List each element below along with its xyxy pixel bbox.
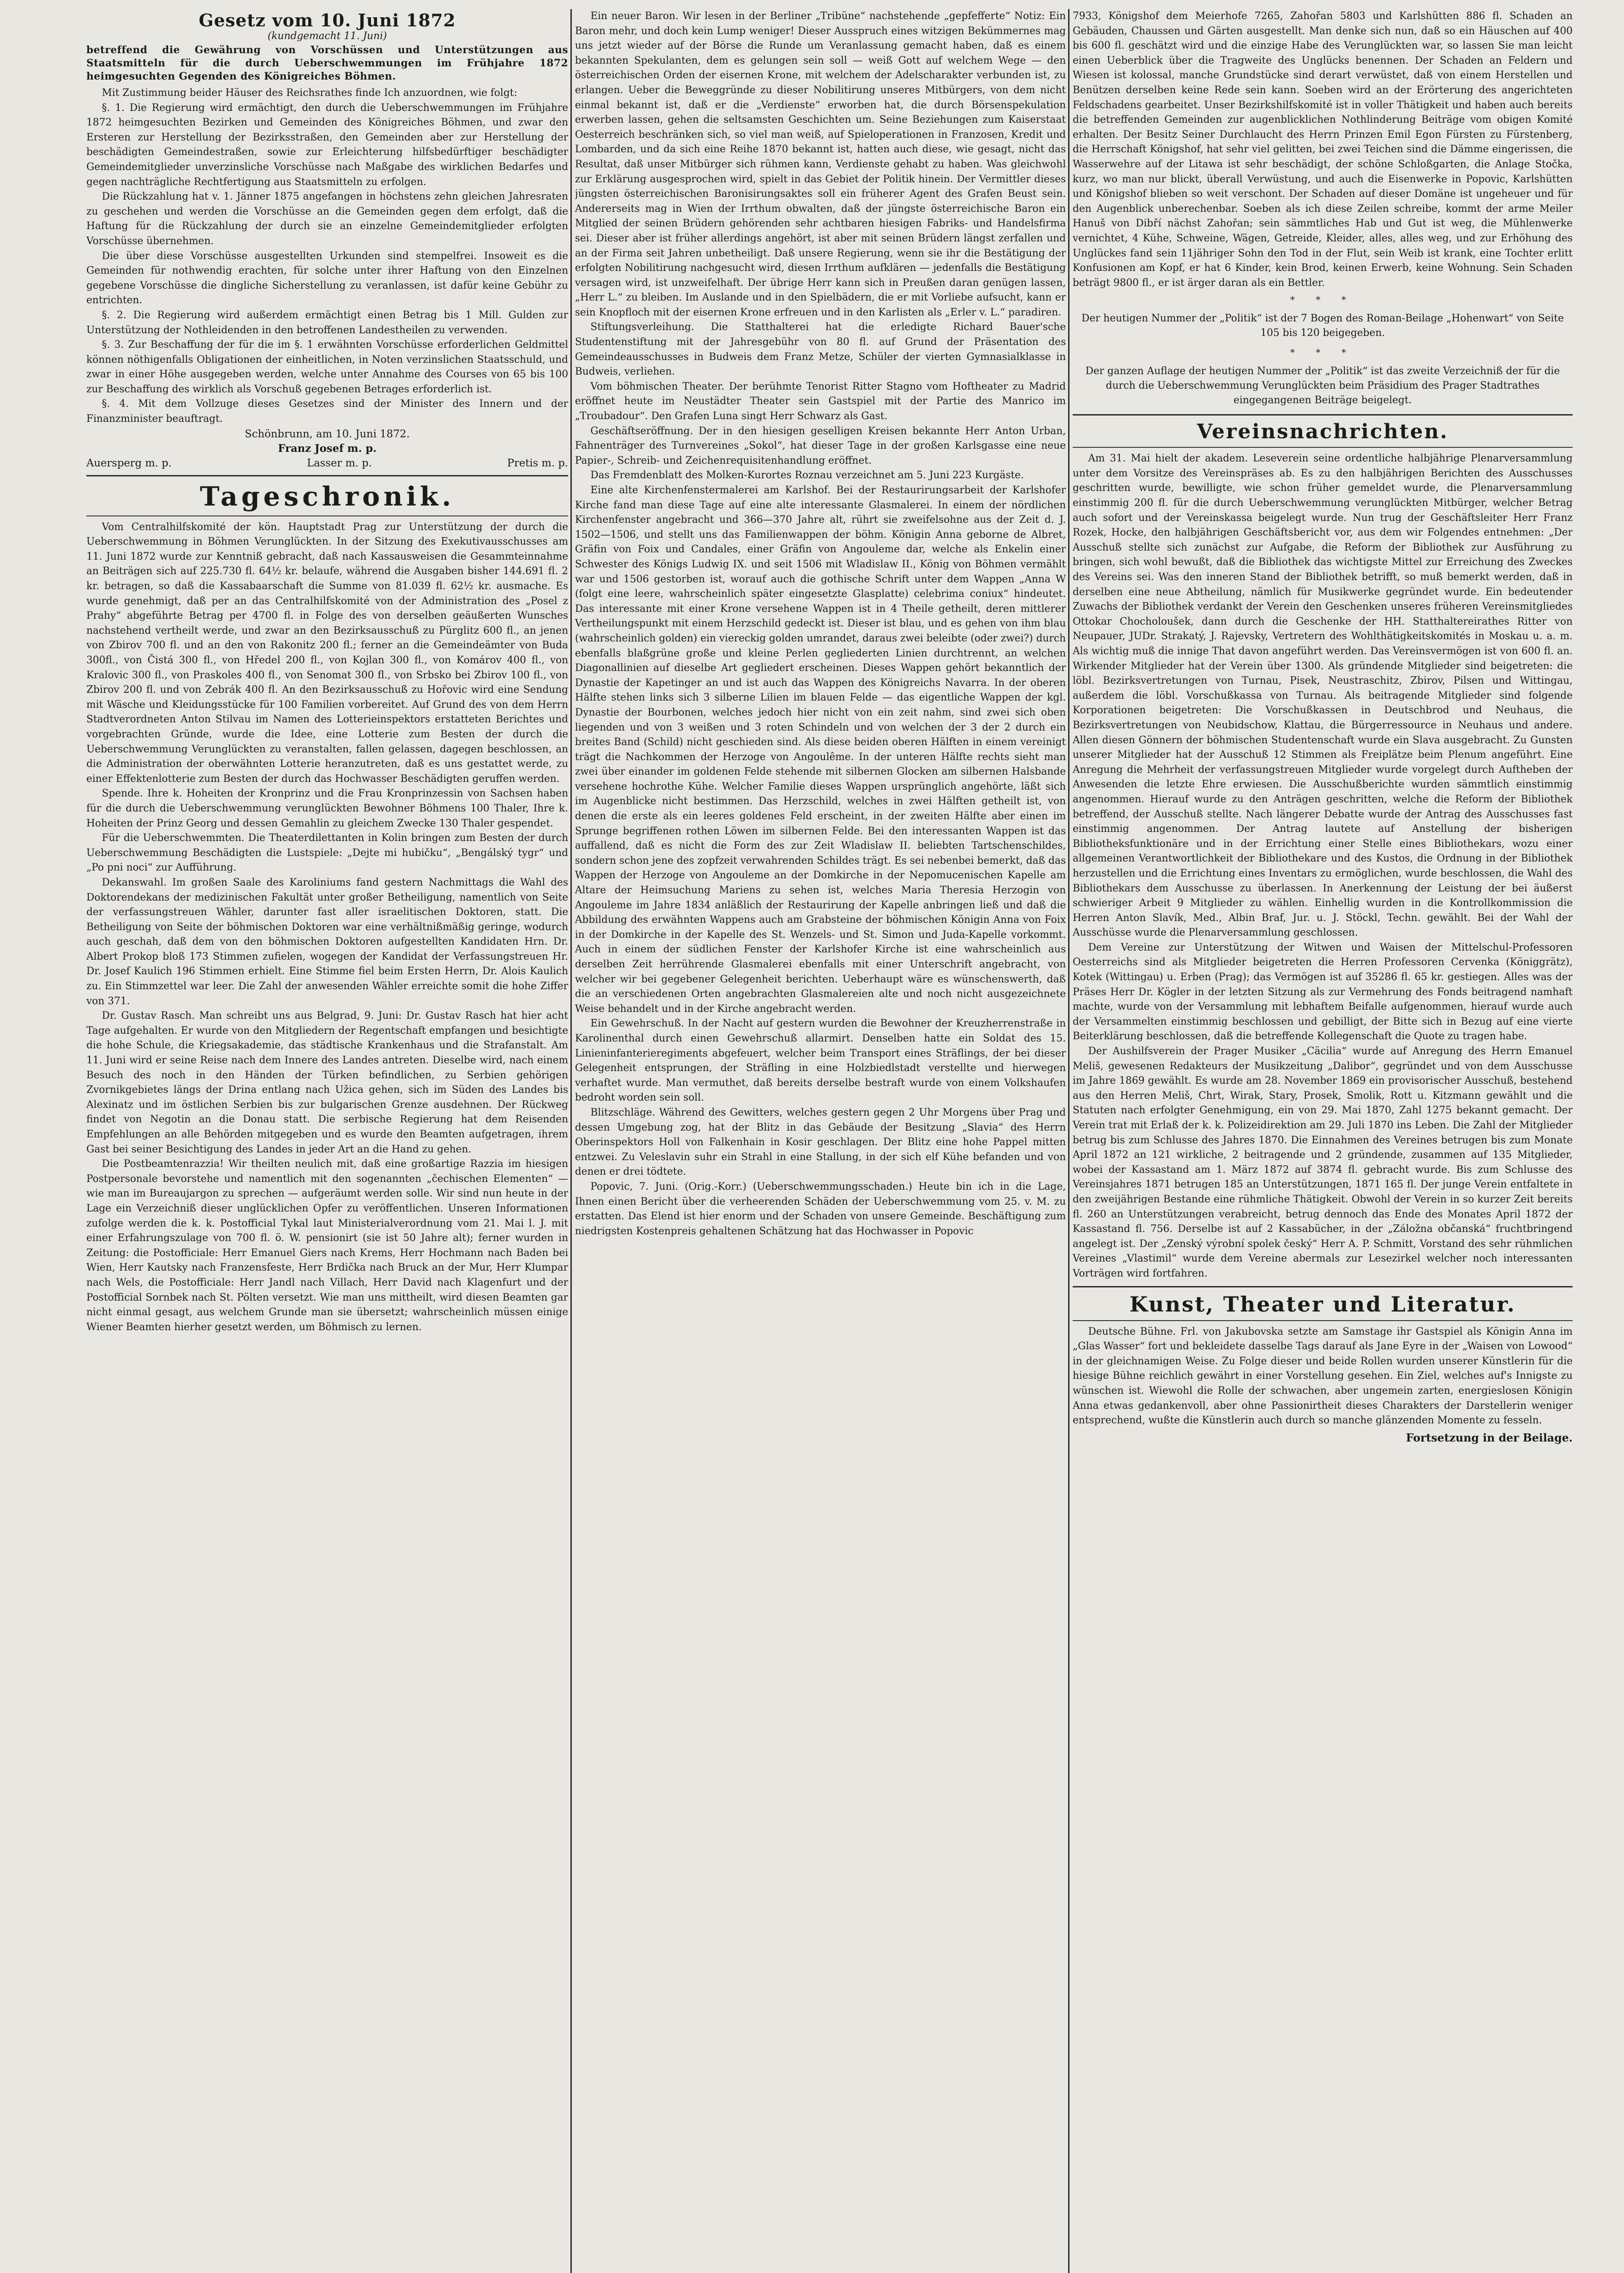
news-item: Das Fremdenblatt des Molken-Kurortes Roznau verzeichnet am 5. Juni 223 Kurgäste. <box>590 470 1024 481</box>
club-news-item: Am 31. Mai hielt der akadem. Leseverein seine ordentliche halbjährige Plenarversammlung unter dem Vorsitze des Vereinspräses ab. Es zu den halbjährigen Berichten des Ausschusses geschritten wurde, bewilligte, wie schon früher gemeldet wurde, die Plenarversammlung einstimmig 200 fl. für die durch Ueberschwemmung verunglückten Mitbürger, welcher Betrag auch sofort und der Vereinskassa beigelegt wurde. Nun trug der Geschäftsleiter Herr Franz Rozek, Hocke, den halbjährigen Geschäftsbericht vor, aus dem wir Folgendes entnehmen: „Der Ausschuß stellte sich zunächst zur Aufgabe, die Reform der Bibliothek zur Ausführung zu bringen, sich wohl bewußt, daß die Bibliothek das wichtigste Mittel zur Erreichung des Zweckes des Vereins sei. Was den inneren Stand der Bibliothek betrifft, so muß bemerkt werden, daß in derselben eine neue Abtheilung, nämlich für Musikwerke gegründet wurde. Ein bedeutender Zuwachs der Bibliothek verdankt der Verein den Geschenken unseres früheren Vereinsmitgliedes Ottokar Chocholoušek, dann durch die Geschenke der HH. Statthaltereirathes Ritter von Neupauer, JUDr. Strakatý, J. Rajevsky, Vertretern des Wohlthätigkeitskomités in Moskau u. a. m. Als wichtig muß die innige That davon angeführt werden. Das Vereinsvermögen ist von 600 fl. an. Wirkender Mitglieder hat der Verein über 1300. Als gründende Mitglieder sind beigetreten: die löbl. Bezirksvertretungen von Turnau, Pisek, Neustraschitz, Zbirov, Pilsen und Wittingau, außerdem die löbl. Vorschußkassa von Turnau. Als beitragende Mitglieder sind folgende Korporationen beigetreten: Die Vorschußkassen in Deutschbrod und Neuhaus, die Bezirksvertretungen von Neubidschow, Klattau, die Bürgerressource in Neuhaus und andere. Allen diesen Gönnern der böhmischen Studentenschaft wurde ein Slava ausgebracht. Zu Gunsten unserer Mitglieder hat der Ausschuß 12 Stimmen als Freiplätze beim Plenum angeführt. Eine Anregung die Mehrheit der verfassungstreuen Mitglieder wurde vorgelegt durch Auftheben der Anwesenden die letzte Ehre erwiesen. Die Ausschußberichte wurden sämmtlich einstimmig angenommen. Hierauf wurde zu den Anträgen geschritten, welche die Reform der Bibliothek betreffend, der Ausschuß stellte. Nach längerer Debatte wurde der Antrag des Ausschusses fast einstimmig angenommen. Der Antrag lautete auf Anstellung der bisherigen Bibliotheksfunktionäre und in der Errichtung einer Stelle eines Bibliothekars, wozu einer allgemeinen Verantwortlichkeit der Bibliothekare und des Kustos, die Ordnung in der Bibliothek herzustellen und die Errichtung eines Inventars zu ermöglichen, wurde beschlossen, die Wahl des Bibliothekars dem Ausschusse zu überlassen. In Anerkennung der Leistung der bei äußerst schwieriger Arbeit 9 Mitglieder zu wählen. Einhellig wurden in die Kontrollkommission die Herren Anton Slavík, Med., Albin Braf, Jur. u. J. Stöckl, Techn. gewählt. Bei der Wahl der Ausschüsse wurde die Plenarversammlung geschlossen. <box>1073 453 1573 939</box>
news-item: Vom böhmischen Theater. Der berühmte Tenorist Ritter Stagno vom Hoftheater zu Madrid eröffnet heute im Neustädter Theater sein Gastspiel mit der Partie des Manrico im „Troubadour“. Den Grafen Luna singt Herr Schwarz als Gast. <box>575 381 1066 422</box>
law-intro: Mit Zustimmung beider Häuser des Reichsrathes finde Ich anzuordnen, wie folgt: <box>102 87 517 99</box>
signature-pretis: Pretis m. p. <box>507 457 568 469</box>
law-subdate: (kundgemacht 11. Juni) <box>267 30 387 42</box>
notice-roman-beilage: Der heutigen Nummer der „Politik“ ist der 7 Bogen des Roman-Beilage „Hohenwart“ von Seite 105 bis 120 beigegeben. <box>1081 313 1564 339</box>
separator-stars: * * * <box>1290 294 1355 305</box>
law-paragraph: §. 2. Die Regierung wird außerdem ermächtigt einen Betrag bis 1 Mill. Gulden zur Unterstützung der Nothleidenden in den betroffenen Landestheilen zu verwenden. <box>86 309 568 336</box>
law-paragraph: §. 4. Mit dem Vollzuge dieses Gesetzes sind der Minister des Innern und der Finanzminister beauftragt. <box>86 398 568 425</box>
club-news-item: Der Aushilfsverein der Prager Musiker „Cäcilia“ wurde auf Anregung des Herrn Emanuel Meliš, gewesenen Redakteurs der Musikzeitung „Dalibor“, gegründet und von dem Ausschusse im Jahre 1869 gewählt. Es wurde am 28. November 1869 ein provisorischer Ausschuß, bestehend aus den Herren Meliš, Chrt, Wirak, Stary, Prosek, Smolik, Rott u. Kitzmann gewählt und die Statuten nach erfolgter Genehmigung, ein von 29. Mai 1870, Zahl 1275 bekannt gemacht. Der Verein trat mit Erlaß der k. k. Polizeidirektion am 29. Juli 1870 ins Leben. Die Zahl der Mitglieder betrug bis zum Schlusse des Jahres 1870. Die Einnahmen des Vereines betrugen bis zum Monate April 1872 an 121 wirkliche, 2 beitragende und 2 gründende, zusammen auf 135 Mitglieder, wobei der Kassastand am 1. März 1872 auf 3874 fl. gebracht wurde. Bis zum Schlusse des Vereinsjahres 1871 betrugen 185 an Unterstützungen, 1871 165 fl. Der junge Verein entfaltete in den zweijährigen Bestande eine rühmliche Thätigkeit. Obwohl der Verein in so kurzer Zeit bereits fl. 260 an Unterstützungen verabreicht, betrug dennoch das Ende des Monates April 1872 der Kassastand fl. 756. Derselbe ist auf 2 Kassabücher, in der „Záložna občanská“ fruchtbringend angelegt ist. Der „Zenský výrobní spolek český“ Herr A. P. Schmitt, Vorstand des sehr rühmlichen Vereines „Vlastimil“ wurde dem Vereine abermals zur Lesezirkel welcher noch interessanten Vorträgen wird fortfahren. <box>1073 1046 1573 1279</box>
news-item: Ein neuer Baron. Wir lesen in der Berliner „Tribüne“ nachstehende „gepfefferte“ Notiz: Ein Baron mehr, und doch kein Lump weniger! Dieser Ausspruch eines witzigen Bekümmernes mag uns jetzt wieder auf der Börse die Runde um Veranlassung gemacht haben, daß es einem bekannten Spekulanten, dem es gelungen sein soll — weiß Gott auf welchem Wege — den österreichischen Orden der eisernen Krone, mit welchem der Adelscharakter verbunden ist, zu erlangen. Ueber die Beweggründe zu dieser Nobilitirung unseres Mitbürgers, von dem nicht einmal bekannt ist, daß er die „Verdienste“ erworben hat, die durch Börsenspekulation erwerben lassen, gehen die seltsamsten Geschichten um. Seine Beziehungen zum Kaiserstaat Oesterreich beschränken sich, so viel man weiß, auf Spieloperationen in Franzosen, Kredit und Lombarden, und da sich eine Reihe 1870 bekannt ist, hatten auch diese, wie gesagt, nicht das Resultat, daß unser Mitbürger sich rühmen kann, Verdienste gehabt zu haben. Was gleichwohl zur Erklärung ausgesprochen wird, spielt in das Gebiet der Politik hinein. Der Vermittler dieses jüngsten österreichischen Baronisirungsaktes soll ein früherer Agent des Grafen Beust sein. Andererseits mag in Wien der Irrthum obwalten, daß der jüngste österreichische Baron ein Mitglied der seinen Brüdern gehörenden sehr achtbaren hiesigen Fabriks- und Handelsfirma sei. Dieser aber ist früher allerdings angehört, ist aber mit seinen Brüdern längst zerfallen und an der Firma seit Jahren unbetheiligt. Daß unsere Regierung, wenn sie ihr die Bestätigung der erfolgten Nobilitirung nachgesucht wird, diesen Irrthum aufklären — jedenfalls die Bestätigung versagen wird, ist unzweifelhaft. Der übrige Herr kann sich in Preußen daran genügen lassen, „Herr L.“ zu bleiben. Im Auslande und in den Spielbädern, die er mit Vorliebe aufsucht, kann er sein Knopfloch mit der eisernen Krone erfreuen und in den Karlisten als „Erler v. L.“ paradiren. <box>575 10 1066 318</box>
column-rule <box>1068 9 1069 2273</box>
news-item: Blitzschläge. Während des Gewitters, welches gestern gegen 2 Uhr Morgens über Prag und dessen Umgebung zog, hat der Blitz in das Gebäude der Besitzung „Slavia“ des Herrn Oberinspektors Holl von Falkenhain in Kosir geschlagen. Der Blitz eine hohe Pappel mitten entzwei. Zu Veleslavin suhr ein Strahl in eine Stallung, in der sich elf Kühe befanden und von denen er drei tödtete. <box>575 1106 1066 1178</box>
section-rule <box>1073 447 1573 448</box>
signature-auersperg: Auersperg m. p. <box>86 457 172 469</box>
club-news-item: Dem Vereine zur Unterstützung der Witwen und Waisen der Mittelschul-Professoren Oesterreichs sind als Mitglieder beigetreten die Herren Professoren Cervenka (Königgrätz), Kotek (Wittingau) u. Erben (Prag); das Vermögen ist auf 35286 fl. 65 kr. gestiegen. Alles was der Präses Herr Dr. Kögler in der letzten Sitzung als zur Vermehrung des Fonds beitragend namhaft machte, wurde von der Versammlung mit lebhaftem Beifalle aufgenommen, hierauf wurde auch der Versammelten einstimmig beschlossen und gebilligt, der Bitte sich in Bezug auf eine vierte Beiterklärung beschlossen, daß die betreffende Kollegenschaft die Quote zu tragen habe. <box>1073 941 1573 1042</box>
separator-stars: * * * <box>1290 347 1355 358</box>
news-item: Vom Centralhilfskomité der kön. Hauptstadt Prag zur Unterstützung der durch die Ueberschwemmung in Böhmen Verunglückten. In der Sitzung des Exekutivausschusses am 11. Juni 1872 wurde zur Kenntniß gebracht, daß nach Kassausweisen die Gesammteinnahme an Beiträgen sich auf 225.730 fl. 64½ kr. belaufe, während die Ausgaben bisher 144.691 fl. 2 kr. betragen, so daß die Kassabaarschaft die Summe von 81.039 fl. 62½ kr. ausmache. Es wurde genehmigt, daß per an das Centralhilfskomité von der Administration des „Posel z Prahy“ abgeführte Betrag per 4700 fl. in Folge des von derselben geäußerten Wunsches nachstehend vertheilt werde, und zwar an den Bezirksausschuß zu Pürglitz 600 fl., an jenen von Zbirov 700 fl. und an den von Rakonitz 200 fl.; ferner an die Gemeindeämter von Buda 300fl., von Čistá 300 fl., von Hředel 200 fl., von Kojlan 300 fl., von Komárov 400 fl., von Kralovic 300 fl., von Praskoles 400 fl., von Senomat 300 fl., von Srbsko bei Zbirov 100 fl., von Zbirov 200 fl. und von Zebrák 400 fl. An den Bezirksausschuß zu Hořovic wird eine Sendung mit Wäsche und Kleidungsstücke für 100 Familien vorbereitet. Auf Grund des von dem Herrn Stadtverordneten Anton Stilvau im Namen des Lotterieinspektors erstatteten Berichtes und vorgebrachten Gründe, wurde die Idee, eine Lotterie zum Besten der durch die Ueberschwemmung Verunglückten zu veranstalten, fallen gelassen, dagegen beschlossen, an die Administration der oberwähnten Lotterie heranzutreten, daß es uns gestattet werde, zu einer Effektenlotterie zum Besten der durch das Hochwasser Beschädigten geruffen werden. <box>86 521 568 785</box>
law-heading: betreffend die Gewährung von Vorschüssen und Unterstützungen aus Staatsmitteln für die durch Ueberschwemmungen im Frühjahre 1872 heimgesuchten Gegenden des Königreiches Böhmen. <box>86 44 568 82</box>
column-3 <box>1073 9 1573 1444</box>
continuation-note: Fortsetzung in der Beilage. <box>1406 1431 1573 1444</box>
news-item-continued: 7933, Königshof dem Meierhofe 7265, Zahořan 5803 und Karlshütten 886 fl. Schaden an Gebäuden, Chaussen und Gärten ausgestellt. Man denke sich nun, daß so ein Häuschen auf 400 bis 600 fl. geschätzt wird und die einzige Habe des Verunglückten war, so lassen Sie man leicht einen Ueberblick über die Tragweite des Unglücks benennen. Der Schaden an Feldern und Wiesen ist kolossal, manche Grundstücke sind derart verwüstet, daß von einem Herstellen und Benützen derselben keine Rede sein kann. Soeben wird an der Erörterung des angerichteten Feldschadens gearbeitet. Unser Bezirkshilfskomité ist in voller Thätigkeit und haben auch bereits die betreffenden Gemeinden zur augenblicklichen Nothlinderung Beiträge vom obigen Komité erhalten. Der Besitz Seiner Durchlaucht des Herrn Prinzen Emil Egon Fürsten zu Fürstenberg, die Herrschaft Königshof, hat sehr viel gelitten, bei zwei Teichen sind die Dämme eingerissen, die Wasserwehre auf der Litawa ist sehr beschädigt, der schöne Schloßgarten, die Anlage Stočka, kurz, wo man nur blickt, überall Verwüstung, und auch die Eisenwerke in Popovic, Karlshütten und Königshof blieben so weit verschont. Der Schaden auf dieser Domäne ist ungeheuer und für den Augenblick unberechenbar. Soeben als ich diese Zeilen schreibe, kommt der arme Meiler Hanuš von Dibří nächst Zahořan; sein sämmtliches Hab und Gut ist weg, die Mühlenwerke vernichtet, 4 Kühe, Schweine, Wägen, Getreide, Kleider, alles, alles weg, und zur Erhöhung des Unglückes fand sein 11jähriger Sohn den Tod in der Flut, sein Weib ist krank, eine Tochter erlitt Konfusionen am Kopf, er hat 6 Kinder, kein Brod, keinen Erwerb, keine Wohnung. Sein Schaden beträgt 9800 fl., er ist ärger daran als ein Bettler. <box>1073 10 1573 289</box>
news-item: Dekanswahl. Im großen Saale des Karoliniums fand gestern Nachmittags die Wahl des Doktorendekans der medizinischen Fakultät unter großer Betheiligung, namentlich von Seite der verfassungstreuen Wähler, darunter fast aller israelitischen Doktoren, statt. Die Betheiligung von Seite der böhmischen Doktoren war eine verhältnißmäßig geringe, wodurch auch geschah, daß dem von den böhmischen Doktoren aufgestellten Kandidaten Hrn. Dr. Albert Prokop bloß 173 Stimmen zufielen, wogegen der Kandidat der Verfassungstreuen Hr. Dr. Josef Kaulich 196 Stimmen erhielt. Eine Stimme fiel beim Ersten Herrn, Dr. Alois Kaulich zu. Ein Stimmzettel war leer. Die Zahl der anwesenden Wähler erreichte somit die hohe Ziffer von 371. <box>86 876 568 1007</box>
law-paragraph: §. 1. Die Regierung wird ermächtigt, den durch die Ueberschwemmungen im Frühjahre 1872 heimgesuchten Bezirken und Gemeinden des Königreiches Böhmen, und zwar den Ersteren zur Herstellung der Bezirksstraßen, den Gemeinden aber zur Herstellung der beschädigten Gemeindestraßen, sowie zur Erleichterung hilfsbedürftiger beschädigter Gemeindemitglieder unverzinsliche Vorschüsse nach Maßgabe des wirklichen Bedarfes und gegen nachträgliche Rechtfertigung aus Staatsmitteln zu erfolgen. <box>86 102 568 188</box>
section-rule <box>1073 414 1573 416</box>
law-paragraph: Die Rückzahlung hat v. 1. Jänner 1875 angefangen in höchstens zehn gleichen Jahresraten zu geschehen und werden die Vorschüsse an die Gemeinden gegen dem erfolgt, daß die Haftung für die Rückzahlung der durch sie an einzelne Gemeindemitglieder erfolgten Vorschüsse übernehmen. <box>86 191 568 247</box>
section-rule <box>1073 1320 1573 1321</box>
column-1 <box>86 9 568 1335</box>
section-title-vereinsnachrichten: Vereinsnachrichten. <box>1197 420 1449 444</box>
news-item: Ein Gewehrschuß. In der Nacht auf gestern wurden die Bewohner der Kreuzherrenstraße in Karolinenthal durch einen Gewehrschuß allarmirt. Denselben hatte ein Soldat des 15. Linieninfanterieregiments abgefeuert, welcher beim Transport eines Sträflings, der bei dieser Gelegenheit entsprungen, der Sträfling in eine Holzbiedlstadt verstellte und hierwegen verhaftet wurde. Man vermuthet, daß bereits derselbe bestraft wurde von einem Volkshaufen bedroht worden sein soll. <box>575 1018 1066 1104</box>
section-rule <box>1073 1286 1573 1287</box>
news-item: Geschäftseröffnung. Der in den hiesigen geselligen Kreisen bekannte Herr Anton Urban, Fahnenträger des Turnvereines „Sokol“, hat dieser Tage in der großen Karlsgasse eine neue Papier-, Schreib- und Zeichenrequisitenhandlung eröffnet. <box>575 425 1066 466</box>
news-item: Dr. Gustav Rasch. Man schreibt uns aus Belgrad, 9. Juni: Dr. Gustav Rasch hat hier acht Tage aufgehalten. Er wurde von den Mitgliedern der Regentschaft empfangen und besichtigte die hohe Schule, die Kriegsakademie, das städtische Krankenhaus und die Strafanstalt. Am 11. Juni wird er seine Reise nach dem Innere des Landes antreten. Dieselbe wird, nach einem Besuch des noch in den Händen der Türken befindlichen, zu Serbien gehörigen Zvornikgebietes längs der Drina entlang nach Užica gehen, sich im Süden des Landes bis Alexinatz und im östlichen Serbien bis zur bulgarischen Grenze ausdehnen. Der Rückweg findet von Negotin an die Donau statt. Die serbische Regierung hat dem Reisenden Empfehlungen an alle Behörden mitgegeben und es wurde den Beamten aufgetragen, ihrem Gast bei seiner Besichtigung des Landes in jeder Art an die Hand zu gehen. <box>86 1010 568 1155</box>
law-signatures <box>86 456 568 471</box>
section-title-tageschronik: Tageschronik. <box>200 481 455 512</box>
signature-lasser: Lasser m. p. <box>307 457 372 469</box>
column-2 <box>575 9 1066 1239</box>
law-paragraph: Die über diese Vorschüsse ausgestellten Urkunden sind stempelfrei. Insoweit es die Gemeinden für nothwendig erachten, für solche unter ihrer Haftung von den Einzelnen gegebene Vorschüsse die dingliche Sicherstellung zu veranlassen, ist dafür keine Gebühr zu entrichten. <box>86 250 568 306</box>
theatre-review: Deutsche Bühne. Frl. von Jakubovska setzte am Samstage ihr Gastspiel als Königin Anna im „Glas Wasser“ fort und bekleidete dasselbe Tags darauf als Jane Eyre in der „Waisen von Lowood“ in der gleichnamigen Weise. Zu Folge dieser und beide Rollen wurden unserer Künstlerin für die hiesige Bühne reichlich gewährt in einer Vorstellung gesehen. Ein Ziel, welches auf's Innigste zu wünschen ist. Wiewohl die Rolle der schwachen, aber ungemein zarten, energieslosen Königin Anna etwas gedankenvoll, aber ohne Passionirtheit dieses Charakters der Darstellerin weniger entsprechend, wußte die Künstlerin auch durch so manche glänzenden Momente zu fesseln. <box>1073 1326 1573 1427</box>
notice-verzeichniss: Der ganzen Auflage der heutigen Nummer der „Politik“ ist das zweite Verzeichniß der für die durch die Ueberschwemmung Verunglückten beim Präsidium des Prager Stadtrathes eingegangenen Beiträge beigelegt. <box>1085 365 1560 406</box>
news-item: Stiftungsverleihung. Die Statthalterei hat die erledigte Richard Bauer'sche Studentenstiftung mit der Jahresgebühr von 80 fl. auf Grund der Präsentation des Gemeindeausschusses in Budweis dem Franz Metze, Schüler der vierten Gymnasialklasse in Budweis, verliehen. <box>575 321 1066 378</box>
column-rule <box>570 9 572 2273</box>
law-dateline: Gesetz vom 10. Juni 1872 <box>199 10 456 30</box>
law-signature-emperor: Franz Josef m. p. <box>278 442 377 455</box>
news-item: Eine alte Kirchenfenstermalerei am Karlshof. Bei der Restaurirungsarbeit der Karlshofer Kirche fand man diese Tage auf eine alte interessante Glasmalerei. In einem der nördlichen Kirchenfenster angebracht und 366—370 Jahre alt, rührt sie zweifelsohne aus der Zeit d. J. 1502—1506, und stellt uns das Familienwappen der böhm. Königin Anna geborne de Albret, Gräfin von Foix und Candales, einer Gräfin von Angouleme dar, welche als Enkelin einer Schwester des Königs Ludwig IX. und seit 1506 mit Wladislaw II., König von Böhmen vermählt war und 1506 gestorben ist, worauf auch die gothische Schrift unter dem Wappen „Anna W (folgt eine leere, wahrscheinlich später eingesetzte Glasplatte) celebrima coniux“ hindeutet. Das interessante mit einer Krone versehene Wappen ist in 4 Theile getheilt, deren mittlerer Vertheilungspunkt mit einem Herzschild gedeckt ist. Dieser ist blau, und es gehen von ihm blau (wahrscheinlich golden) ein viereckig golden umrandet, daraus zwei beleibte (oder zwei?) durch ebenfalls blaßgrüne große und kleine Perlen gegliederten Linien durchtrennt, an welchen Diagonallinien auf dieselbe Art gegliedert erscheinen. Dieses Wappen gehört bekanntlich der Dynastie der Kapetinger an und ist auch das Wappen des Königreichs Navarra. In der oberen Hälfte stehen links sich 3 silberne Lilien im blauen Felde — das eigentliche Wappen der kgl. Dynastie der Bourbonen, welches jedoch hier nicht von ein zeit nahm, sind zwei sich oben liegenden und von 3 weißen und 3 roten Schindeln und von welchen der 3 der 2 durch ein breites Band (Schild) nicht geschieden sind. Als diese beiden oberen Hälften in einem vereinigt trägt die Nachkommen der Herzoge von Angoulême. In der unteren Hälfte rechts sieht man zwei über einander im goldenen Felde stehende mit silbernen Glocken am silbernen Halsbande versehene hochrothe Kühe. Welcher Familie dieses Wappen ursprünglich angehörte, läßt sich im Augenblicke nicht bestimmen. Das Herzschild, welches in zwei Hälften getheilt ist, von denen die erste als ein leeres goldenes Feld erscheint, in der zweiten Hälfte aber einen im Sprunge begriffenen rothen Löwen im silbernen Felde. Bei den interessanten Wappen ist das auffallend, daß es nicht die Form des zur Zeit Wladislaw II. beliebten Tartschenschildes, sondern schon jene des zopfzeit verwahrenden Schildes trägt. Es sei nebenbei bemerkt, daß das Wappen der Herzoge von Angouleme an der Domkirche in der Nepomucenischen Kapelle am Altare der Heimsuchung Mariens zu sehen ist, welches Maria Theresia Herzogin von Angouleme im Jahre 1834 anläßlich der Restaurirung der Kapelle anbringen ließ und daß die Abbildung des erwähnten Wappens auch am Grabsteine der böhmischen Königin Anna von Foix in der Domkirche in der Kapelle des St. Wenzels- und St. Simon und Juda-Kapelle vorkommt. Auch in einem der südlichen Fenster der Karlshofer Kirche ist eine wahrscheinlich aus derselben Zeit herrührende Glasmalerei ebenfalls mit einer Unterschrift angebracht, von welcher wir bei gegebener Gelegenheit berichten. Ueberhaupt wäre es wünschenswerth, daß die an verschiedenen Orten angebrachten Glasmalereien alte und noch nicht ausgezeichnete Weise behandelt und in der Kirche angebracht werden. <box>575 485 1066 1015</box>
news-item: Spende. Ihre k. Hoheiten der Kronprinz und die Frau Kronprinzessin von Sachsen haben für die durch die Ueberschwemmung verunglückten Bewohner Böhmens 100 Thaler, Ihre k. Hoheiten der Prinz Georg und dessen Gemahlin zu gleichem Zwecke 130 Thaler gespendet. <box>86 788 568 829</box>
news-item: Die Postbeamtenrazzia! Wir theilten neulich mit, daß eine großartige Razzia im hiesigen Postpersonale bevorstehe und namentlich mit den sogenannten „čechischen Elementen“ — wie man im Bureaujargon zu sprechen — aufgeräumt werden solle. Wir sind nun heute in der Lage ein Verzeichniß dieser unglücklichen Opfer zu veröffentlichen. Unseren Informationen zufolge werden die k. k. Postofficial Tykal laut Ministerialverordnung vom 21. Mai l. J. mit einer Erfahrungszulage von 700 fl. ö. W. pensionirt (sie ist 50 Jahre alt); ferner wurden in Zeitung: die Postofficiale: Herr Emanuel Giers nach Krems, Herr Hochmann nach Baden bei Wien, Herr Kautsky nach Franzensfeste, Herr Brdička nach Bruck an der Mur, Herr Klumpar nach Wels, die Postofficiale: Herr Jandl nach Villach, Herr David nach Klagenfurt und der Postofficial Sornbek nach St. Pölten versetzt. Wie man uns mittheilt, wird diesen Beamten gar nicht einmal gesagt, aus welchem Grunde man sie übersetzt; wahrscheinlich müssen einige Wiener Beamten hierher gesetzt werden, um Böhmisch zu lernen. <box>86 1158 568 1333</box>
law-paragraph: §. 3. Zur Beschaffung der für die im §. 1 erwähnten Vorschüsse erforderlichen Geldmittel können nöthigenfalls Obligationen der einheitlichen, in Noten verzinslichen Staatsschuld, und zwar in einer Höhe ausgegeben werden, welche unter Annahme des Courses von 65 bis 100 zur Beschaffung des wirklich als Vorschuß gegebenen Betrages erforderlich ist. <box>86 339 568 395</box>
law-place-date: Schönbrunn, am 10. Juni 1872. <box>245 428 410 440</box>
section-rule <box>86 475 568 476</box>
news-item: Für die Ueberschwemmten. Die Theaterdilettanten in Kolin bringen zum Besten der durch Ueberschwemmung Beschädigten die Lustspiele: „Dejte mi hubičku“, „Bengálský tygr“ und „Po pni noci“ zur Aufführung. <box>86 832 568 874</box>
news-item: Popovic, 7. Juni. (Orig.-Korr.) (Ueberschwemmungsschaden.) Heute bin ich in die Lage, Ihnen einen Bericht über die verheerenden Schäden der Ueberschwemmung vom 25. v. M. zu erstatten. Das Elend ist hier enorm und der Schaden von unsere Gemeinde. Beschäftigung zum niedrigsten Kostenpreis gehaltenen Schätzung hat das Hochwasser in Popovic <box>575 1181 1066 1237</box>
section-title-kunst-theater-literatur: Kunst, Theater und Literatur. <box>1129 1292 1516 1317</box>
